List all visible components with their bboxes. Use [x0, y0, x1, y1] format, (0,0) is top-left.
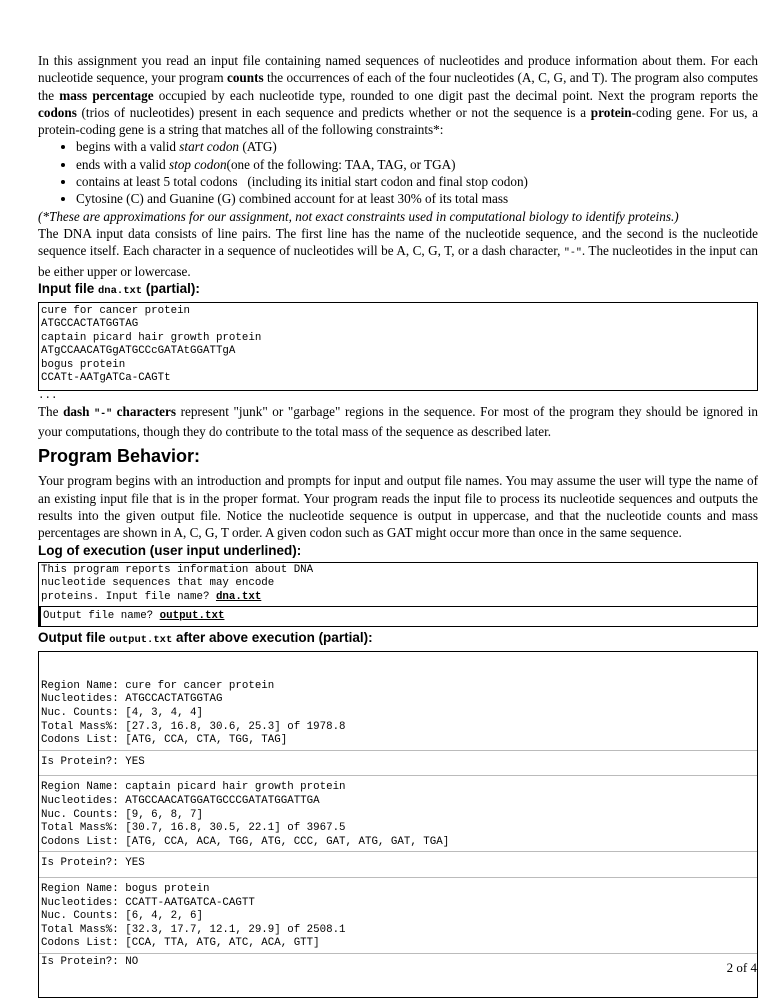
log-label: Log of execution (user input underlined): [38, 542, 302, 558]
constraints-list [38, 138, 758, 207]
output-file-label: Output file output.txt after above execution (partial): [38, 629, 373, 646]
ellipsis: ... [38, 389, 58, 402]
user-input: output.txt [159, 610, 225, 623]
page-number: 2 of 4 [726, 960, 757, 975]
behavior-paragraph: Your program begins with an introduction and prompts for input and output file names. You may assume the user will type the name of an existing input file that is in the proper format. Your program reads the input file to process its nucleotide sequences and outputs the results into the given output file. Notice the nucleotide sequence is output in uppercase, and that the nucleotide counts and mass percentages are shown in A, C, G, T order. A given codon such as GAT might occur more than once in the same sequence. [38, 473, 758, 541]
list-item: • ends with a valid stop codon(one of the following: TAA, TAG, or TGA) [76, 156, 758, 173]
user-input: dna.txt [215, 590, 262, 603]
code-line: ATgCCAACATGgATGCCcGATAtGGATTgA [41, 345, 236, 358]
approximation-note: (*These are approximations for our assignment, not exact constraints used in computational biology to identify proteins.) [38, 208, 679, 224]
output-file-box [38, 651, 758, 998]
intro-paragraph: In this assignment you read an input file containing named sequences of nucleotides and produce information about them. For each nucleotide sequence, your program counts the occurrences of each of the four nucleotides (A, C, G, and T). The program also computes the mass percentage occupied by each nucleotide type, rounded to one digit past the decimal point. Next the program reports the codons (trios of nucleotides) present in each sequence and predicts whether or not the sequence is a protein-coding gene. For us, a protein-coding gene is a string that matches all of the following constraints*: [38, 53, 758, 138]
list-item: • contains at least 5 total codons (including its initial start codon and final stop codon) [76, 173, 758, 190]
input-file-box [38, 302, 758, 391]
output-record: Region Name: bogus protein Nucleotides: CCATT-AATGATCA-CAGTT Nuc. Counts: [6, 4, 2, 6] Total Mass%: [32.3, 17.7, 12.1, 29.9] of 2508.1 Codons List: [CCA, TTA, ATG, ATC, ACA, GTT] Is Protein?: NO [39, 883, 757, 970]
execution-log-box [38, 562, 758, 627]
list-item: • begins with a valid start codon (ATG) [76, 138, 758, 155]
output-record: Region Name: captain picard hair growth protein Nucleotides: ATGCCAACATGGATGCCCGATATGGATTGA Nuc. Counts: [9, 6, 8, 7] Total Mass%: [30.7, 16.8, 30.5, 22.1] of 3967.5 Codons List: [ATG, CCA, ACA, TGG, ATG, CCC, GAT, ATG, GAT, TGA] Is Protein?: YES [39, 781, 757, 875]
input-description-paragraph: The DNA input data consists of line pairs. The first line has the name of the nucleotide sequence, and the second is the nucleotide sequence itself. Each character in a sequence of nucleotides will be A, C, G, T, or a dash character, "-". The nucleotides in the input can be either upper or lowercase. [38, 225, 758, 279]
log-prompt-block: This program reports information about DNA nucleotide sequences that may encode proteins. Input file name? dna.txt [39, 563, 757, 608]
output-record: Region Name: cure for cancer protein Nucleotides: ATGCCACTATGGTAG Nuc. Counts: [4, 3, 4, 4] Total Mass%: [27.3, 16.8, 30.6, 25.3] of 1978.8 Codons List: [ATG, CCA, CTA, TGG, TAG] Is Protein?: YES [39, 680, 757, 774]
code-line: cure for cancer protein [41, 304, 191, 317]
log-output-prompt: Output file name? output.txt [39, 607, 757, 626]
list-item: • Cytosine (C) and Guanine (G) combined account for at least 30% of its total mass [76, 190, 758, 207]
input-file-label: Input file dna.txt (partial): [38, 280, 200, 297]
code-line: captain picard hair growth protein [41, 331, 262, 344]
section-heading: Program Behavior: [38, 446, 201, 467]
dash-paragraph: The dash "-" characters represent "junk" or "garbage" regions in the sequence. For most of the program they should be ignored in your computations, though they do contribute to the total mass of the sequence as described later. [38, 403, 758, 440]
code-line: CCATt-AATgATCa-CAGTt [41, 372, 171, 385]
code-line: bogus protein [41, 358, 126, 371]
code-line: ATGCCACTATGGTAG [41, 318, 139, 331]
document-page [38, 52, 758, 998]
